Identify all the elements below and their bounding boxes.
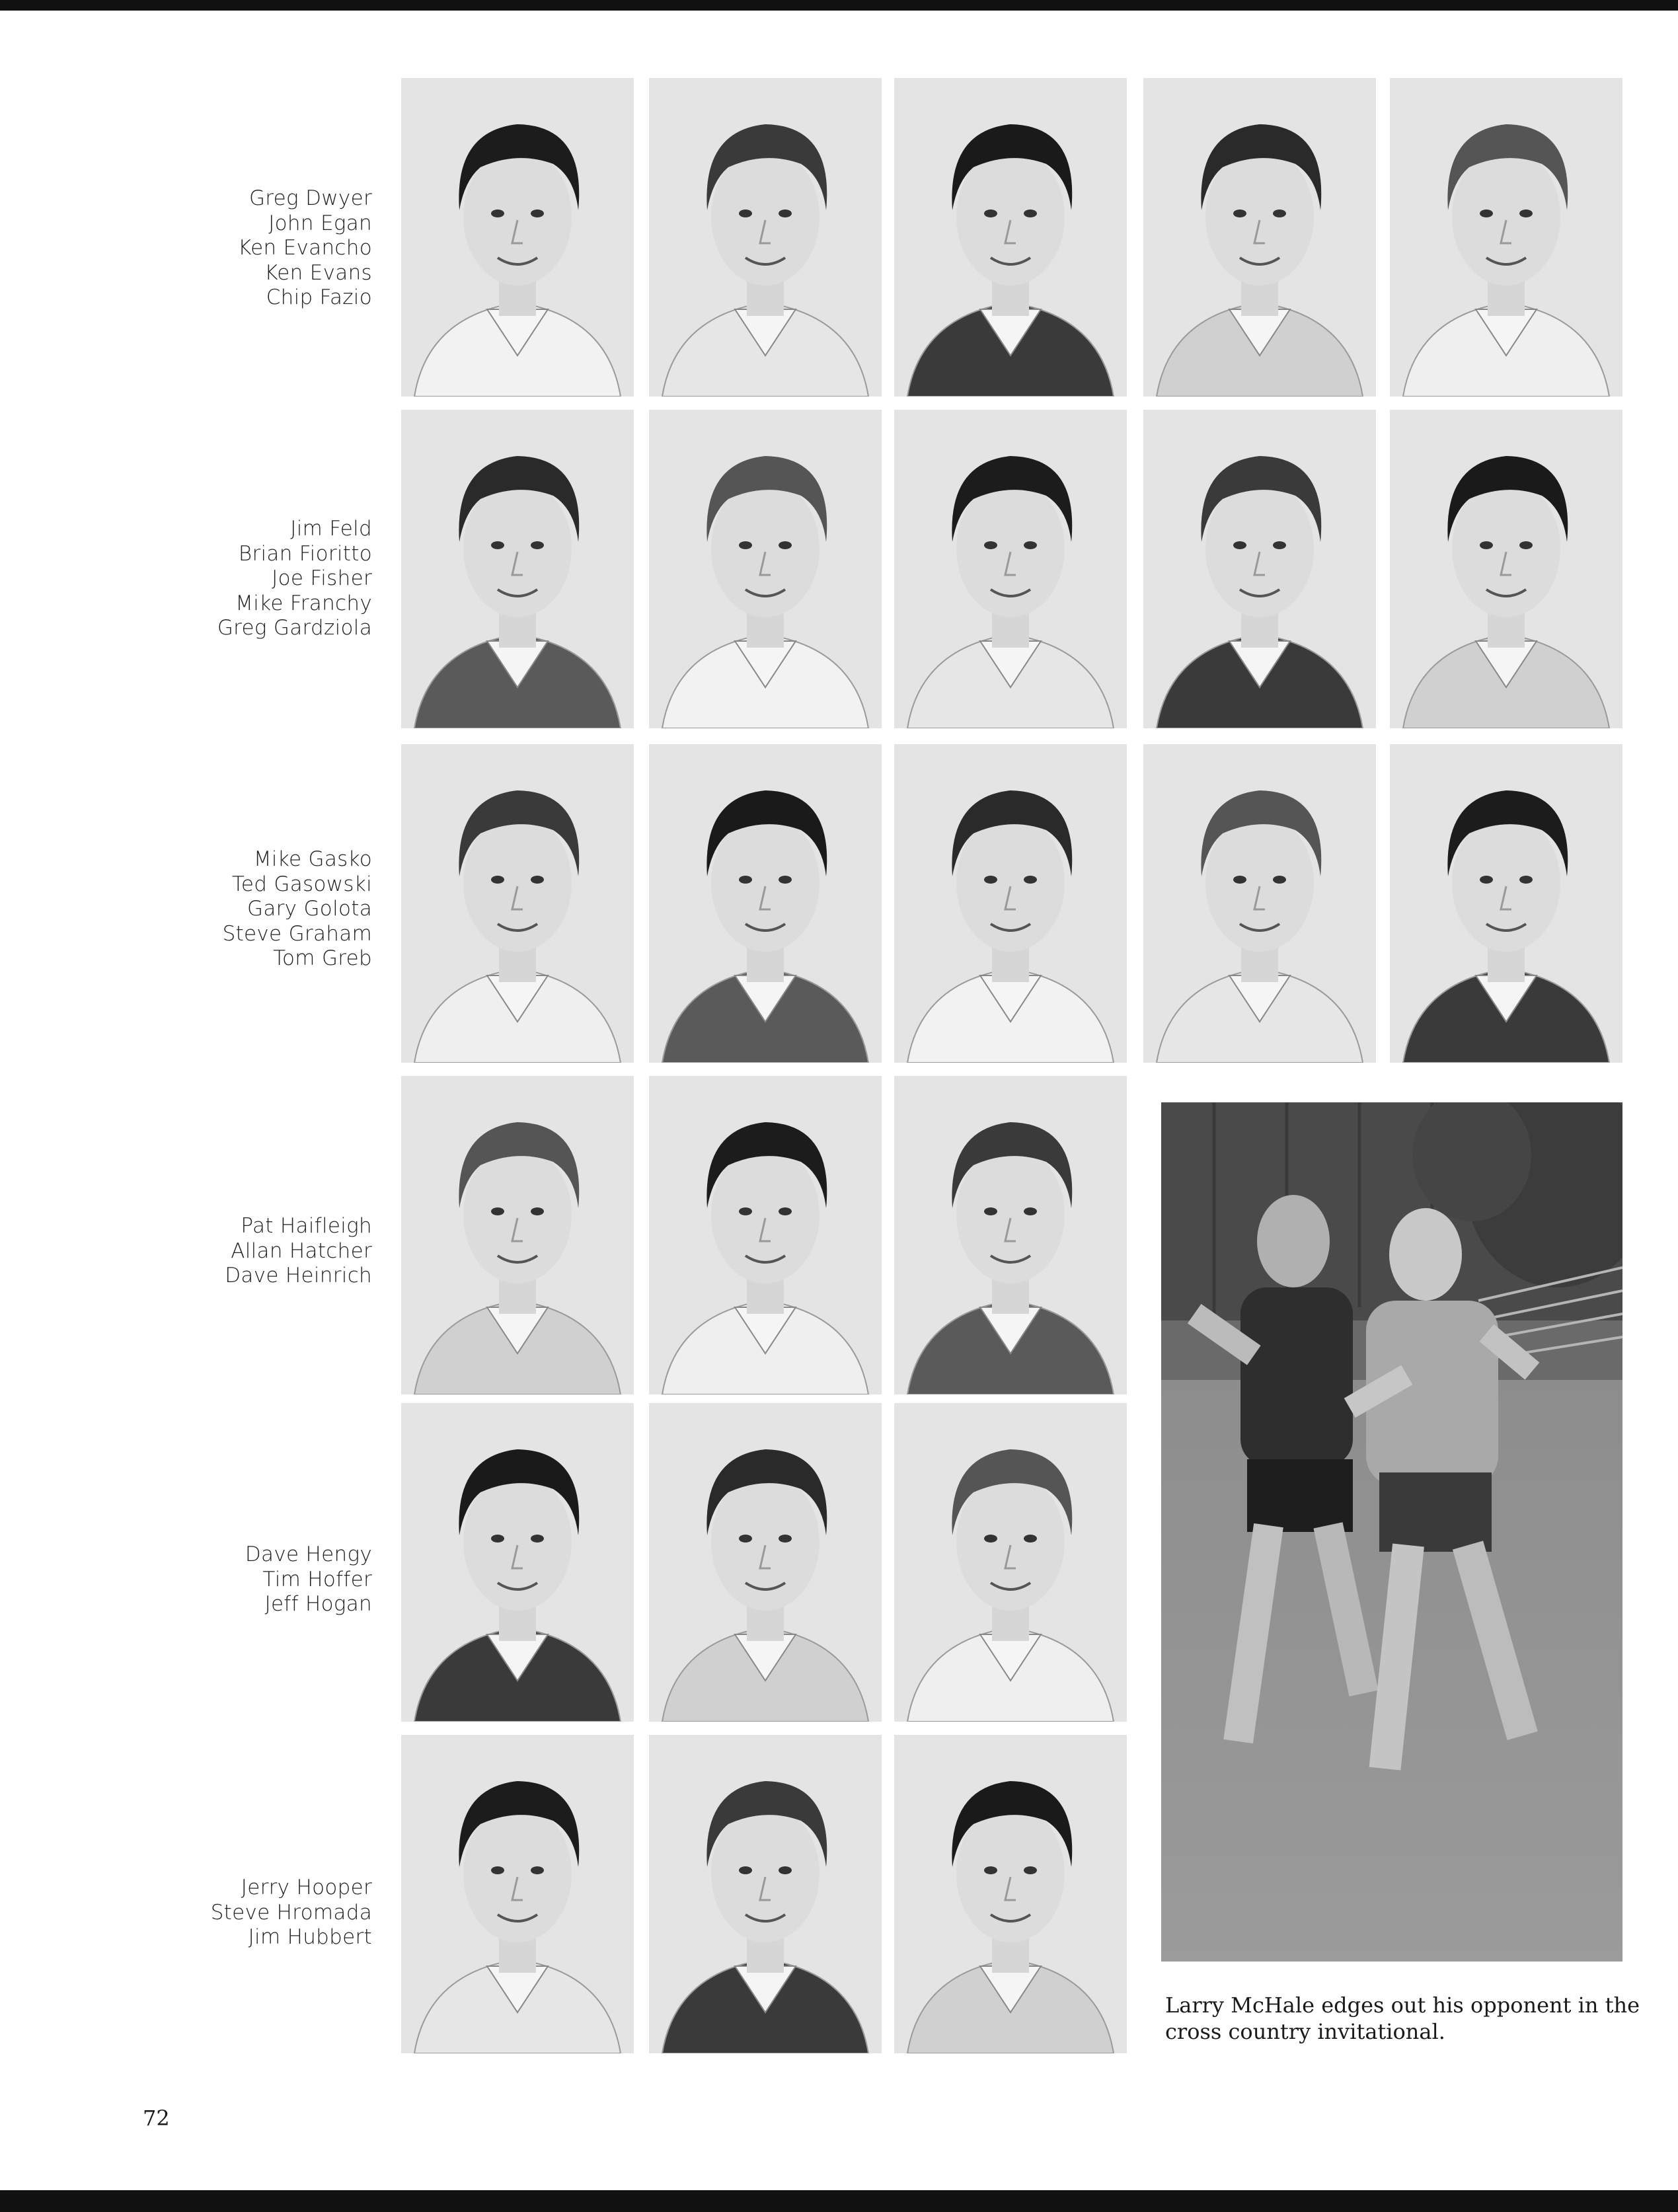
student-name: Chip Fazio: [266, 286, 372, 309]
student-portrait: [649, 78, 882, 397]
student-portrait: [1390, 410, 1622, 728]
student-name: John Egan: [268, 211, 372, 235]
student-portrait: [894, 1735, 1127, 2053]
name-list-row-1: [238, 186, 372, 311]
student-name: Gary Golota: [247, 897, 372, 921]
student-portrait: [401, 78, 634, 397]
photo-caption: Larry McHale edges out his opponent in the cross country invitational.: [1165, 1993, 1640, 2044]
student-name: Pat Haifleigh: [241, 1214, 372, 1238]
student-name: Ken Evancho: [238, 236, 372, 260]
student-name: Jerry Hooper: [241, 1876, 372, 1899]
student-portrait: [894, 744, 1127, 1063]
student-name: Ted Gasowski: [231, 872, 372, 896]
student-portrait: [401, 1076, 634, 1394]
name-list-row-2: [217, 517, 372, 641]
student-name: Dave Heinrich: [225, 1264, 372, 1287]
student-name: Tom Greb: [273, 946, 372, 970]
student-name: Mike Franchy: [235, 591, 372, 615]
student-portrait: [401, 744, 634, 1063]
student-name: Greg Gardziola: [217, 616, 372, 640]
student-name: Tim Hoffer: [262, 1567, 372, 1591]
student-portrait: [1143, 410, 1376, 728]
name-list-row-6: [211, 1876, 372, 1950]
student-portrait: [1143, 744, 1376, 1063]
student-name: Mike Gasko: [253, 847, 372, 871]
student-name: Allan Hatcher: [231, 1239, 372, 1263]
student-name: Greg Dwyer: [248, 186, 372, 210]
name-list-row-3: [223, 847, 372, 972]
student-portrait: [649, 744, 882, 1063]
student-name: Joe Fisher: [272, 566, 372, 590]
student-portrait: [894, 78, 1127, 397]
student-name: Brian Fioritto: [238, 541, 372, 566]
name-list-row-5: [245, 1543, 372, 1617]
student-portrait: [1390, 78, 1622, 397]
student-portrait: [401, 410, 634, 728]
student-name: Jim Feld: [290, 517, 372, 541]
student-name: Ken Evans: [264, 260, 372, 285]
student-portrait: [649, 1735, 882, 2053]
student-portrait: [649, 1076, 882, 1394]
student-name: Dave Hengy: [245, 1543, 372, 1566]
student-name: Jeff Hogan: [264, 1592, 372, 1616]
student-portrait: [894, 410, 1127, 728]
scan-border-top: [0, 0, 1678, 11]
student-portrait: [894, 1403, 1127, 1722]
student-portrait: [649, 1403, 882, 1722]
page-number: 72: [143, 2106, 170, 2131]
student-portrait: [649, 410, 882, 728]
student-portrait: [1390, 744, 1622, 1063]
student-portrait: [401, 1403, 634, 1722]
student-portrait: [894, 1076, 1127, 1394]
student-name: Steve Graham: [222, 921, 372, 946]
scan-border-bottom: [0, 2190, 1678, 2212]
student-name: Jim Hubbert: [248, 1925, 372, 1949]
name-list-row-4: [225, 1214, 372, 1289]
cross-country-action-photo: [1161, 1102, 1622, 1962]
student-portrait: [1143, 78, 1376, 397]
student-portrait: [401, 1735, 634, 2053]
student-name: Steve Hromada: [210, 1900, 372, 1925]
